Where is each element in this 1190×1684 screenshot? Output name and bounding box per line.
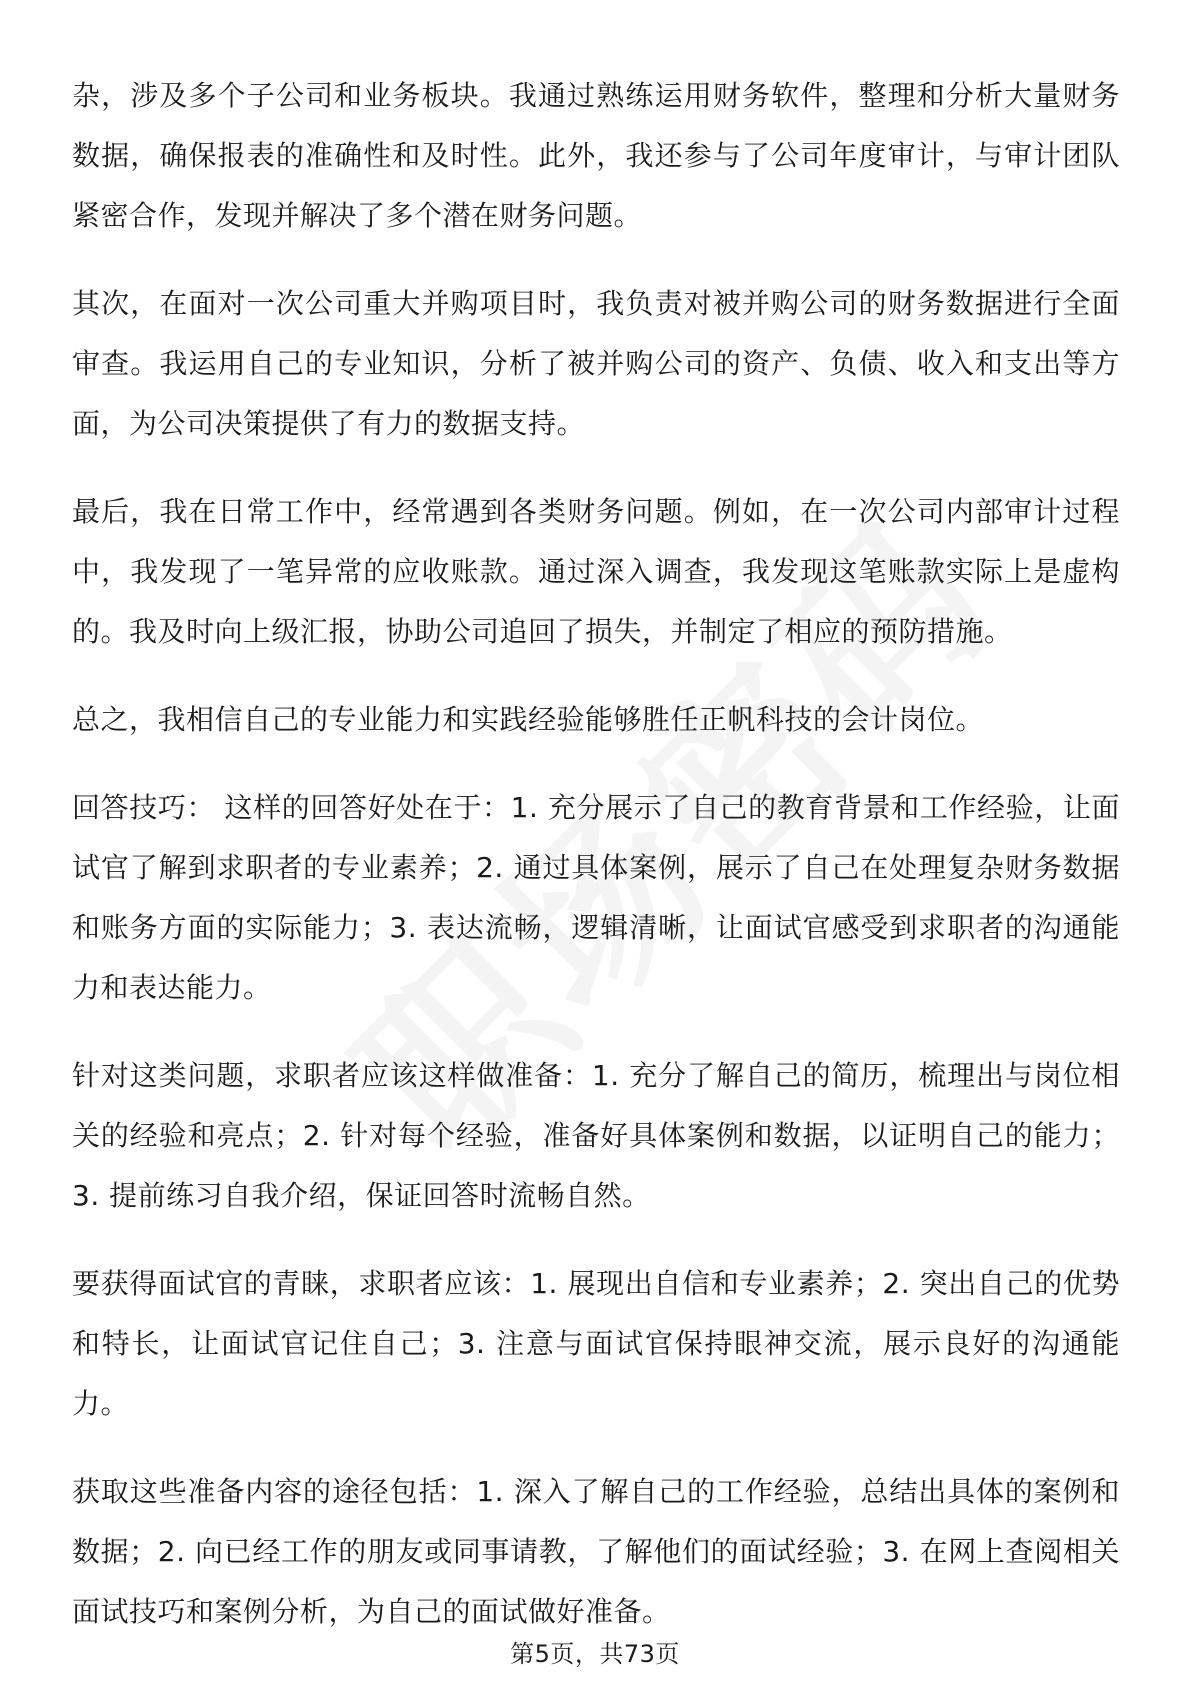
paragraph: 针对这类问题，求职者应该这样做准备：1. 充分了解自己的简历，梳理出与岗位相关的经验和亮点；2. 针对每个经验，准备好具体案例和数据，以证明自己的能力；3. 提前练习自我介绍，保证回答时流畅自然。 [72, 1059, 1120, 1212]
paragraph: 要获得面试官的青睐，求职者应该：1. 展现出自信和专业素养；2. 突出自己的优势和特长，让面试官记住自己；3. 注意与面试官保持眼神交流，展示良好的沟通能力。 [72, 1267, 1120, 1420]
paragraph: 杂，涉及多个子公司和业务板块。我通过熟练运用财务软件，整理和分析大量财务数据，确保报表的准确性和及时性。此外，我还参与了公司年度审计，与审计团队紧密合作，发现并解决了多个潜在财务问题。 [72, 79, 1120, 232]
page-number-footer: 第5页，共73页 [510, 1640, 680, 1668]
paragraph: 总之，我相信自己的专业能力和实践经验能够胜任正帆科技的会计岗位。 [72, 703, 985, 736]
paragraph: 获取这些准备内容的途径包括：1. 深入了解自己的工作经验，总结出具体的案例和数据；2. 向已经工作的朋友或同事请教，了解他们的面试经验；3. 在网上查阅相关面试技巧和案例分析，为自己的面试做好准备。 [72, 1475, 1120, 1628]
paragraph: 其次，在面对一次公司重大并购项目时，我负责对被并购公司的财务数据进行全面审查。我运用自己的专业知识，分析了被并购公司的资产、负债、收入和支出等方面，为公司决策提供了有力的数据支持。 [72, 287, 1120, 440]
paragraph: 回答技巧： 这样的回答好处在于：1. 充分展示了自己的教育背景和工作经验，让面试官了解到求职者的专业素养；2. 通过具体案例，展示了自己在处理复杂财务数据和账务方面的实际能力；3. 表达流畅，逻辑清晰，让面试官感受到求职者的沟通能力和表达能力。 [72, 791, 1120, 1004]
paragraph: 最后，我在日常工作中，经常遇到各类财务问题。例如，在一次公司内部审计过程中，我发现了一笔异常的应收账款。通过深入调查，我发现这笔账款实际上是虚构的。我及时向上级汇报，协助公司追回了损失，并制定了相应的预防措施。 [72, 495, 1120, 648]
document-body [72, 66, 1120, 1670]
